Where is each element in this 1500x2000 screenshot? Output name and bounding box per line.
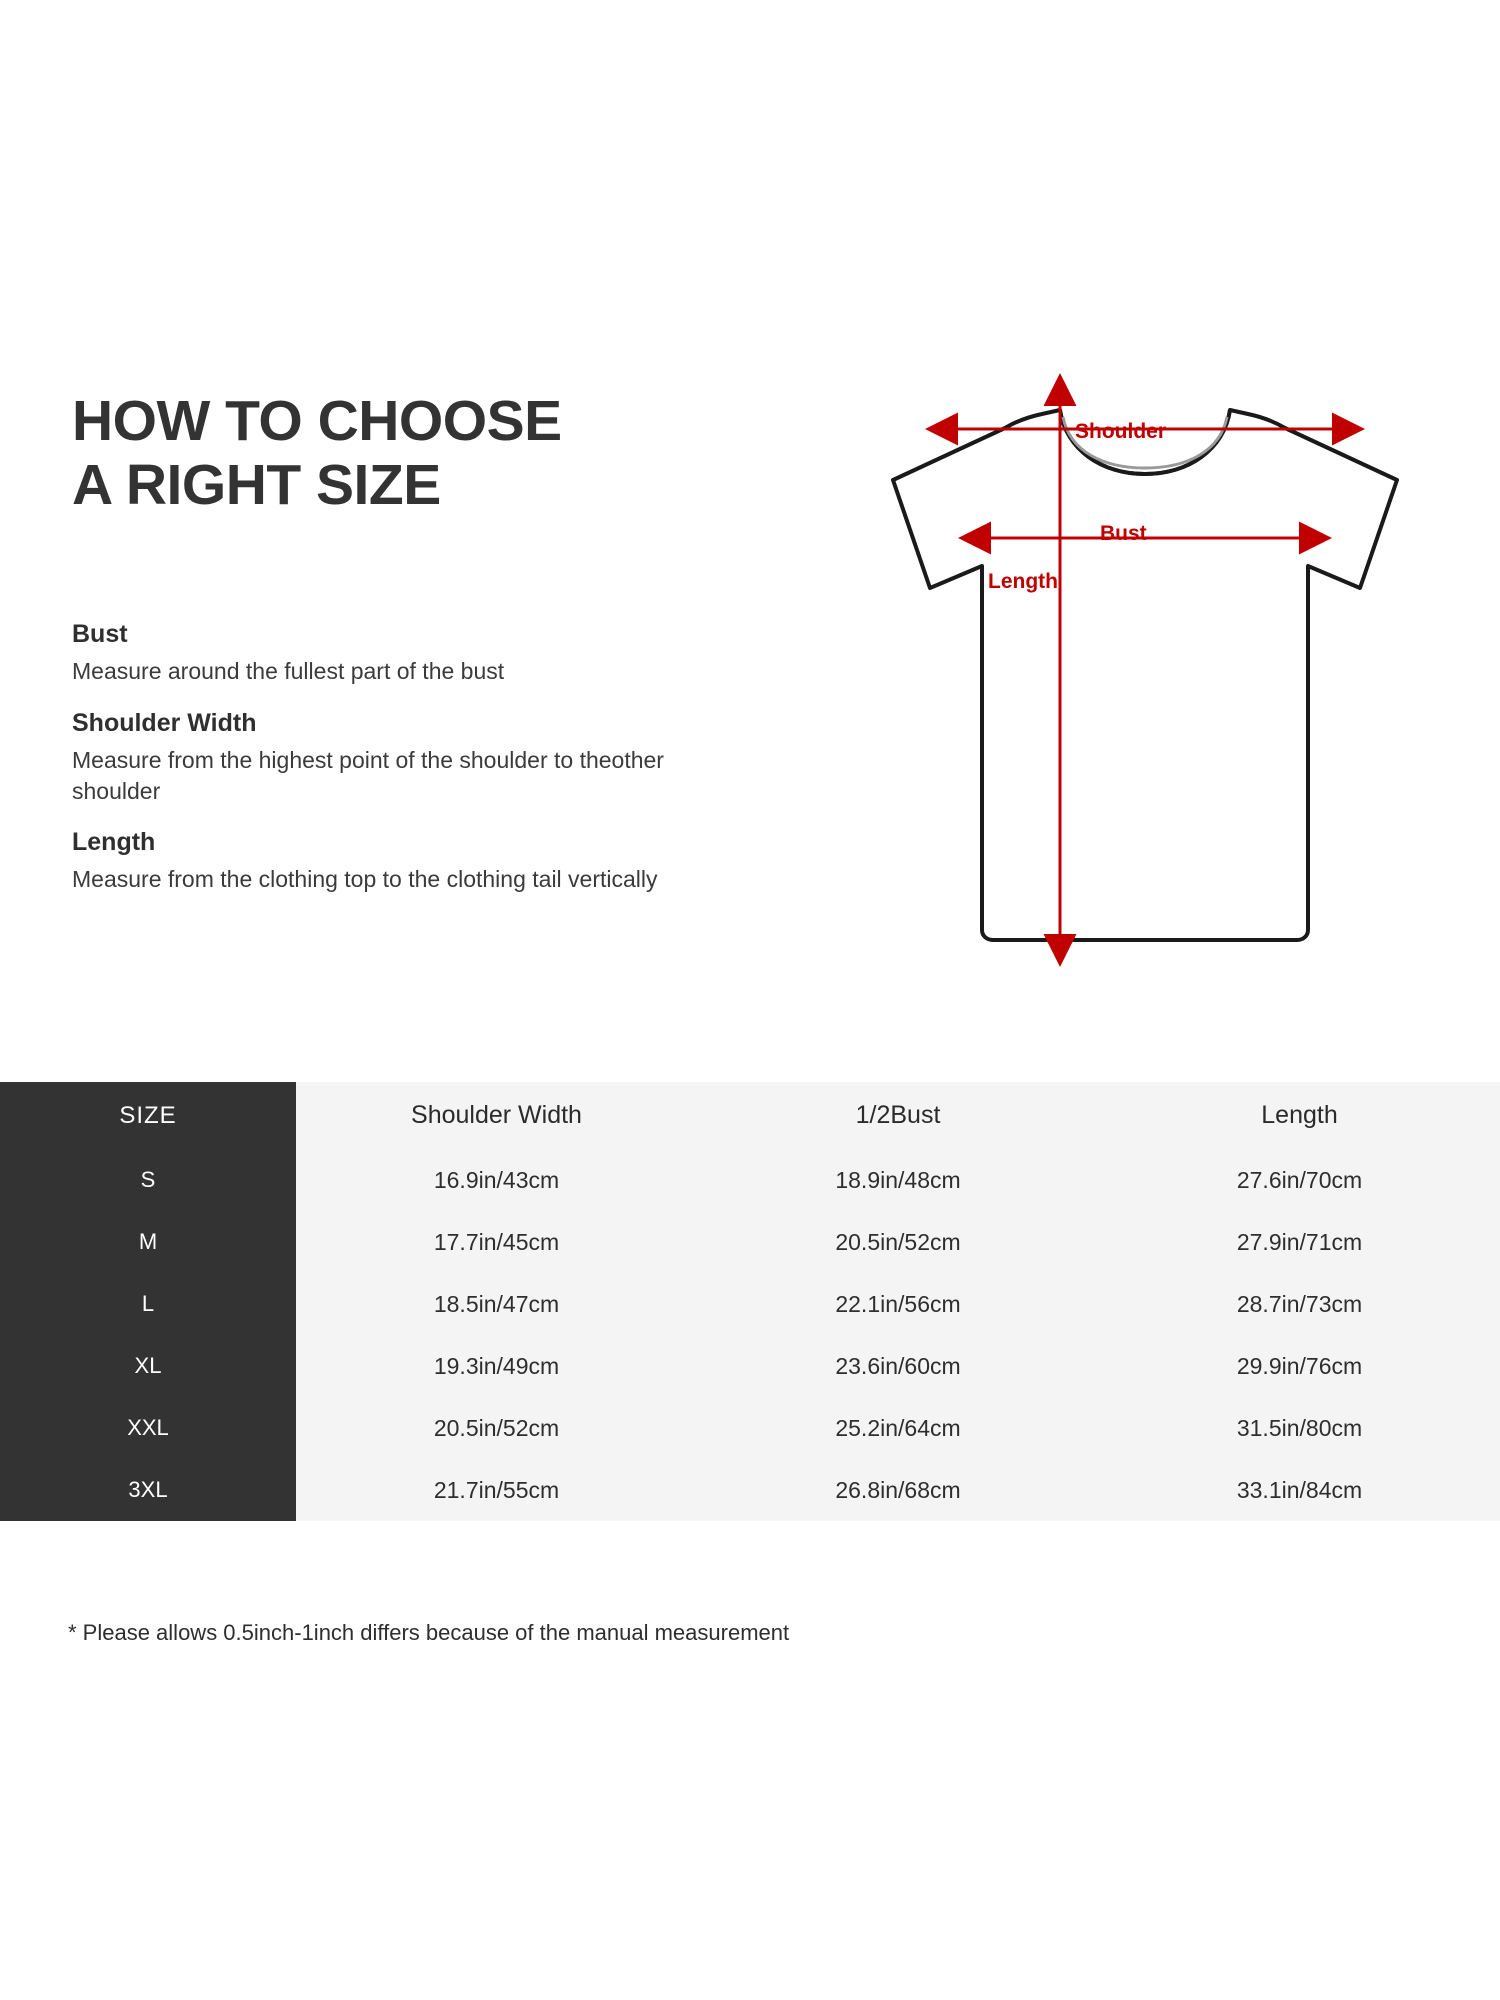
table-header (0, 1082, 1500, 1149)
cell-length: 28.7in/73cm (1099, 1273, 1500, 1335)
definition-description: Measure around the fullest part of the bust (72, 658, 505, 684)
cell-half-bust: 26.8in/68cm (697, 1459, 1099, 1521)
table-row (0, 1397, 1500, 1459)
page-title (72, 390, 712, 518)
column-header-size: SIZE (0, 1082, 296, 1149)
size-chart-table (0, 1082, 1500, 1521)
table-body (0, 1149, 1500, 1521)
cell-size: S (0, 1149, 296, 1211)
tshirt-measurement-diagram (760, 370, 1400, 1030)
cell-shoulder-width: 20.5in/52cm (296, 1397, 697, 1459)
cell-shoulder-width: 18.5in/47cm (296, 1273, 697, 1335)
table-row (0, 1459, 1500, 1521)
tshirt-icon (760, 370, 1400, 1030)
definition-term: Bust (72, 620, 128, 648)
cell-shoulder-width: 17.7in/45cm (296, 1211, 697, 1273)
cell-size: M (0, 1211, 296, 1273)
definition-description: Measure from the clothing top to the clothing tail vertically (72, 866, 658, 893)
cell-half-bust: 18.9in/48cm (697, 1149, 1099, 1211)
cell-half-bust: 23.6in/60cm (697, 1335, 1099, 1397)
column-header-shoulder-width: Shoulder Width (296, 1082, 697, 1149)
cell-size: L (0, 1273, 296, 1335)
diagram-label-shoulder: Shoulder (1075, 420, 1167, 443)
cell-size: XL (0, 1335, 296, 1397)
cell-shoulder-width: 19.3in/49cm (296, 1335, 697, 1397)
cell-shoulder-width: 16.9in/43cm (296, 1149, 697, 1211)
table-row (0, 1149, 1500, 1211)
cell-length: 27.6in/70cm (1099, 1149, 1500, 1211)
measurement-definitions (72, 620, 692, 917)
cell-half-bust: 25.2in/64cm (697, 1397, 1099, 1459)
cell-length: 27.9in/71cm (1099, 1211, 1500, 1273)
definition-description: Measure from the highest point of the shoulder to theother shoulder (72, 746, 664, 804)
diagram-label-bust: Bust (1100, 522, 1147, 545)
cell-half-bust: 20.5in/52cm (697, 1211, 1099, 1273)
measurement-disclaimer: * Please allows 0.5inch-1inch differs because of the manual measurement (68, 1620, 790, 1645)
column-header-length: Length (1099, 1082, 1500, 1149)
definition-length (72, 828, 692, 895)
table-row (0, 1335, 1500, 1397)
definition-term: Shoulder Width (72, 708, 257, 737)
definition-bust (72, 620, 692, 687)
table-row (0, 1273, 1500, 1335)
column-header-half-bust: 1/2Bust (697, 1082, 1099, 1149)
cell-size: 3XL (0, 1459, 296, 1521)
table-header-row (0, 1082, 1500, 1149)
cell-shoulder-width: 21.7in/55cm (296, 1459, 697, 1521)
page-title-line-1: HOW TO CHOOSE (72, 389, 562, 453)
diagram-label-length: Length (988, 570, 1058, 593)
size-chart-table-wrapper (0, 1082, 1500, 1521)
cell-length: 33.1in/84cm (1099, 1459, 1500, 1521)
cell-size: XXL (0, 1397, 296, 1459)
cell-length: 29.9in/76cm (1099, 1335, 1500, 1397)
definition-shoulder-width (72, 709, 692, 807)
page-title-line-2: A RIGHT SIZE (72, 452, 441, 517)
definition-term: Length (72, 828, 156, 857)
table-row (0, 1211, 1500, 1273)
cell-length: 31.5in/80cm (1099, 1397, 1500, 1459)
cell-half-bust: 22.1in/56cm (697, 1273, 1099, 1335)
